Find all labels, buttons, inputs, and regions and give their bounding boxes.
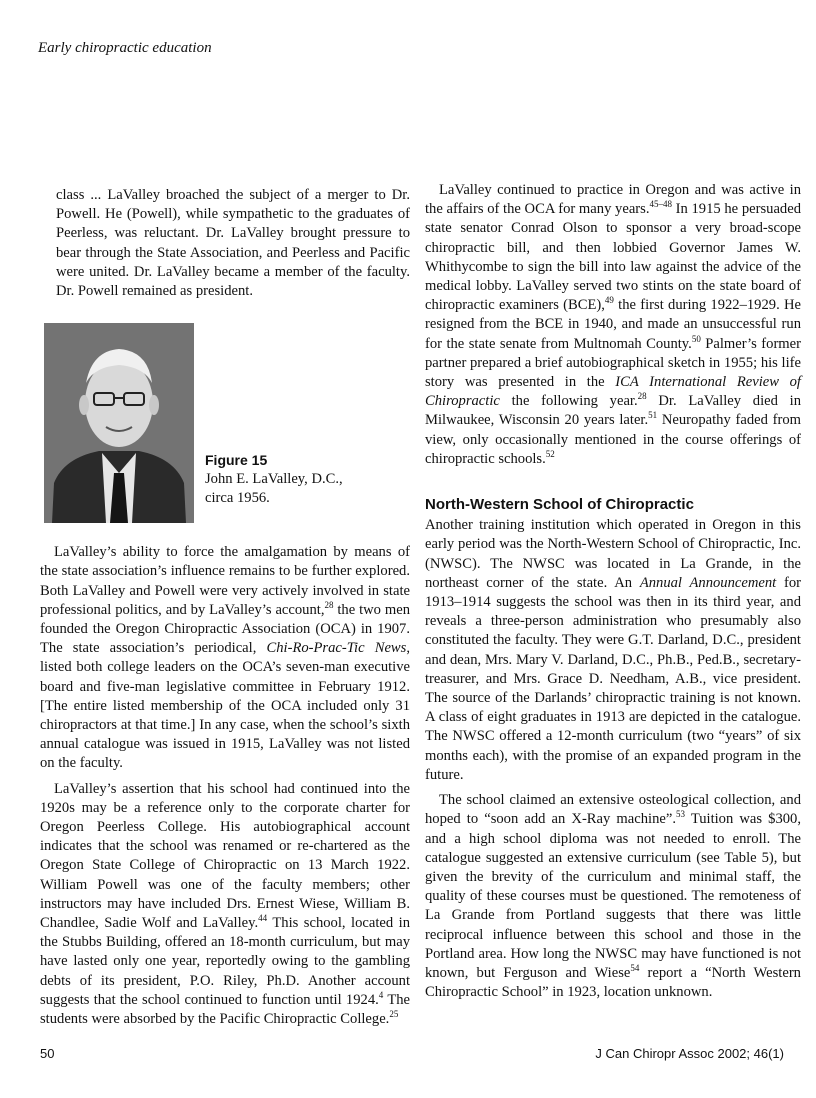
announcement-title: Annual Announcement (639, 574, 777, 591)
page-number: 50 (40, 1046, 55, 1061)
figure-label: Figure 15 (205, 452, 268, 469)
caption-line-1: John E. LaValley, D.C., (205, 471, 343, 488)
reference-44: 44 (258, 913, 268, 924)
block-quote: class ... LaValley broached the subject of a merger to Dr. Powell. He (Powell), while sympathetic to the graduates of Peerless, was reluctant. Dr. LaValley brought pressure to bear through the State Association, and Peerless and Pacific were united. Dr. LaValley became a member of the faculty. Dr. Powell remained as president. (56, 187, 410, 300)
review-title: ICA International Review of Chiropractic (425, 374, 801, 410)
paragraph-assertion: LaValley’s assertion that his school had continued into the 1920s may be a reference only to the corporate charter for Oregon Peerless College. His autobiographical account indicates that the school was renamed or re-chartered as the Oregon State College of Chiropractic on 13 March 1922. William Powell was one of the faculty members; other instructors may have included Drs. Ernest Wiese, William B. Chandlee, Sadie Wolf and LaValley.$^{44}$ This school, located in the Stubbs Building, offered an 18-month curriculum, but may have lasted only one year, reportedly owing to the gambling debts of its president, P.O. Riley, Ph.D. Another account suggests that the school continued to function until 1924.$^4$ The students were absorbed by the Pacific Chiropractic College.$^{25}$ (40, 780, 411, 1028)
left-column (40, 186, 410, 1029)
section-heading: North-Western School of Chiropractic (425, 496, 694, 514)
periodical-title: Chi-Ro-Prac-Tic News (266, 640, 407, 657)
reference-4: 4 (378, 989, 384, 1000)
reference-45-48: 45–48 (649, 199, 672, 210)
paragraph-practice: LaValley continued to practice in Oregon and was active in the affairs of the OCA for many years.$^{45-48}$ In 1915 he persuaded state senator Conrad Olson to sponsor a very broad-scope chiropractic bill, and then lobbied Governor James W. Whithycombe to sign the bill into law against the advice of the medical lobby. LaValley served two stints on the state board of chiropractic examiners (BCE),$^{49}$ the first during 1922–1929. He resigned from the BCE in 1940, and made an unsuccessful run for the state senate from Multnomah County.$^{50}$ Palmer’s former partner prepared a brief autobiographical sketch in 1955; his life story was presented in the ICA International Review of Chiropractic the following year.$^{28}$ Dr. LaValley died in Milwaukee, Wisconsin 20 years later.$^{51}$ Neuropathy faded from view, only occasionally mentioned in the course offerings of chiropractic schools.$^{52}$ (425, 182, 801, 467)
reference-52: 52 (545, 448, 555, 459)
paragraph-nwsc: Another training institution which operated in Oregon in this early period was the North-Western School of Chiropractic, Inc. (NWSC). The NWSC was located in La Grande, in the northeast corner of the state. An Annual Announcement for 1913–1914 suggests the school was then in its third year, and reveals a three-person administration who presumably also constituted the faculty. They were G.T. Darland, D.C., president and dean, Mrs. Mary V. Darland, D.C., Ph.B., Ped.B., secretary-treasurer, and Mrs. Grace D. Needham, A.B., vice president. The source of the Darlands’ chiropractic training is not known. A class of eight graduates in 1913 are depicted in the catalogue. The NWSC offered a 12-month curriculum (two “years” of six months each), with the promise of an expanded program in the future. (425, 517, 801, 783)
reference-50: 50 (691, 333, 701, 344)
reference-28: 28 (324, 599, 334, 610)
reference-25: 25 (389, 1009, 399, 1020)
figure-15 (40, 323, 410, 529)
reference-54: 54 (630, 962, 640, 973)
paragraph-osteological: The school claimed an extensive osteological collection, and hoped to “soon add an X-Ray machine”.$^{53}$ Tuition was $300, and a high school diploma was not needed to enroll. The catalogue suggested an extensive curriculum (see Table 5), but given the brevity of the curriculum and minimal staff, the quality of these courses must be questioned. The remoteness of La Grande from Portland suggests that there was little reciprocal influence between this school and those in the Portland area. How long the NWSC may have functioned is not known, but Ferguson and Wiese$^{54}$ report a “North Western Chiropractic School” in 1923, location unknown. (425, 792, 802, 1001)
portrait-photo (44, 323, 194, 523)
portrait-illustration (44, 323, 194, 523)
reference-28b: 28 (637, 391, 647, 402)
caption-line-2: circa 1956. (205, 490, 270, 507)
paragraph-amalgamation: LaValley’s ability to force the amalgamation by means of the state association’s influence remains to be further explored. Both LaValley and Powell were very actively involved in state professional politics, and by LaValley’s account,$^{28}$ the two men founded the Oregon Chiropractic Association (OCA) in 1907. The state association’s periodical, Chi-Ro-Prac-Tic News, listed both college leaders on the OCA’s seven-man executive board and five-man legislative committee in February 1912. [The entire listed membership of the OCA included only 31 chiropractors at that time.] In any case, when the school’s sixth annual catalogue was issued in 1915, LaValley was not listed on the faculty. (40, 544, 410, 772)
right-column (425, 181, 801, 1002)
running-head: Early chiropractic education (38, 40, 212, 56)
reference-51: 51 (648, 410, 658, 421)
reference-49: 49 (604, 295, 614, 306)
reference-53: 53 (675, 809, 685, 820)
figure-caption (205, 451, 405, 508)
journal-citation: J Can Chiropr Assoc 2002; 46(1) (595, 1046, 784, 1061)
